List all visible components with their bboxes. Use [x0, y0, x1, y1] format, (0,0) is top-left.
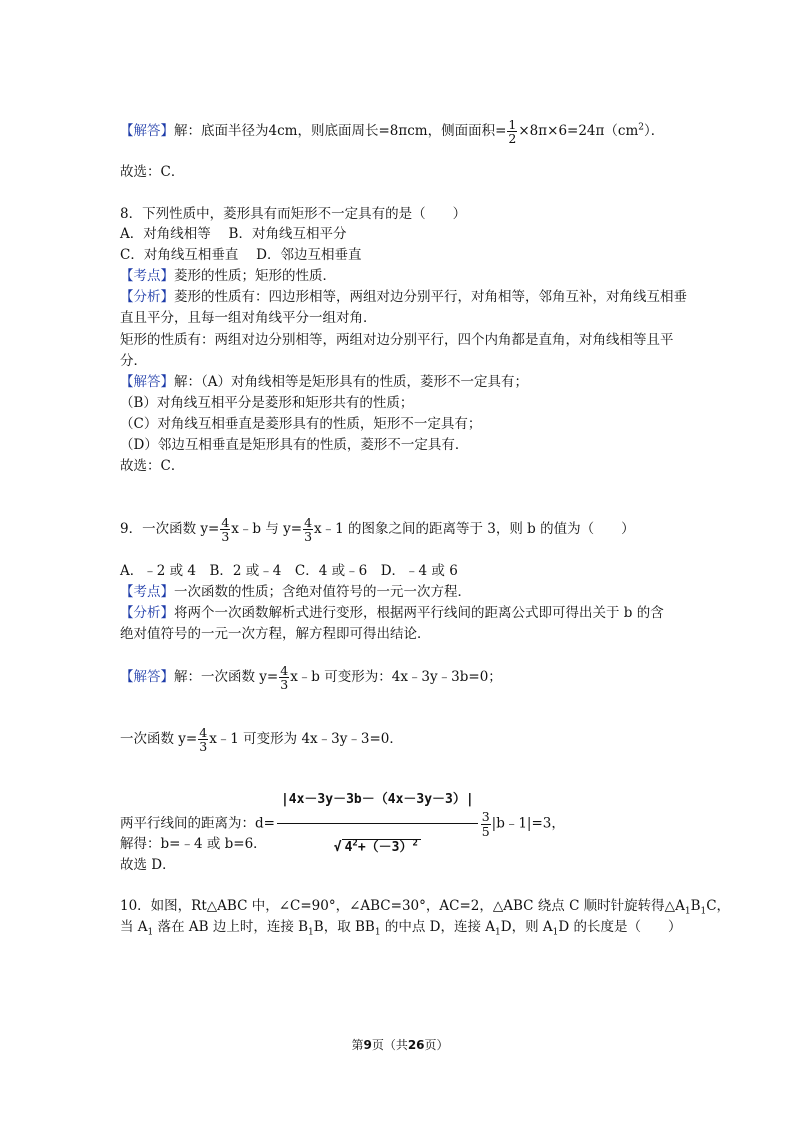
- fraction-one-half: $\frac{1}{2}$: [508, 117, 517, 147]
- q7-answer-text-2: ×8π×6=24π（cm: [518, 123, 639, 140]
- q8-fenxi-3: 矩形的性质有：两组对边分别相等，两组对边分别平行，四个内角都是直角，对角线相等且平: [120, 332, 674, 348]
- q9-distance: 两平行线间的距离为：d= $\frac{|4x-3y-3b-(4x-3y-3)|}{√ 4^2+(-3)^2}$ $\frac{3}{5}$ |b﹣1|=3，: [120, 778, 565, 870]
- fraction-four-thirds: $\frac{4}{3}$: [304, 514, 313, 544]
- q10-line-1: 10．如图，Rt△ABC 中，∠C=90°，∠ABC=30°，AC=2，△ABC 绕点 C 顺时针旋转得$\triangle A_1B_1C$，: [120, 898, 731, 917]
- distance-formula-fraction: $\frac{|4x-3y-3b-(4x-3y-3)|}{√ 4^2+(-3)^2}$: [277, 778, 478, 870]
- fenxi-tag: 【分析】: [120, 289, 174, 305]
- q9-fenxi-2: 绝对值符号的一元一次方程，解方程即可得出结论．: [120, 626, 431, 642]
- page-footer: 第9页（共26页）: [351, 1038, 449, 1052]
- q9-solve: 解得：b=﹣4 或 b=6．: [120, 836, 267, 852]
- q8-jieda-4: （D）邻边互相垂直是矩形具有的性质，菱形不一定具有．: [120, 437, 469, 453]
- kaodian-tag: 【考点】: [120, 268, 174, 284]
- fraction-four-thirds: $\frac{4}{3}$: [280, 662, 289, 692]
- q8-options-ab: A．对角线相等 B．对角线互相平分: [120, 226, 347, 242]
- superscript: 2: [638, 122, 644, 133]
- q8-fenxi-1: 【分析】菱形的性质有：四边形相等，两组对边分别平行，对角相等，邻角互补，对角线互相垂: [120, 289, 687, 305]
- q7-answer-text-3: ）．: [644, 123, 665, 140]
- q8-fenxi-4: 分．: [120, 353, 147, 369]
- q9-kaodian: 【考点】一次函数的性质；含绝对值符号的一元一次方程．: [120, 584, 471, 600]
- q9-jieda-1: 【解答】解：一次函数 y= $\frac{4}{3}$ x﹣b 可变形为：4x﹣3y﹣3b=0；: [120, 662, 502, 692]
- q9-options: A．﹣2 或 4 B．2 或﹣4 C．4 或﹣6 D．﹣4 或 6: [120, 563, 458, 579]
- q8-options-cd: C．对角线互相垂直 D．邻边互相垂直: [120, 247, 362, 263]
- q9-stem: 9．一次函数 y= $\frac{4}{3}$ x﹣b 与 y= $\frac{4}{3}$ x﹣1 的图象之间的距离等于 3，则 b 的值为（ ）: [120, 514, 635, 544]
- q8-choose: 故选：C．: [120, 458, 185, 474]
- fraction-four-thirds: $\frac{4}{3}$: [199, 724, 208, 754]
- q10-line-2: 当 $A_1$ 落在 AB 边上时，连接 $B_1B$，取 $BB_1$ 的中点 D，连接 $A_1D$，则 $A_1D$ 的长度是（ ）: [120, 919, 682, 938]
- fraction-four-thirds: $\frac{4}{3}$: [221, 514, 230, 544]
- fraction-three-fifths: $\frac{3}{5}$: [481, 809, 490, 839]
- q9-fenxi-1: 【分析】将两个一次函数解析式进行变形，根据两平行线间的距离公式即可得出关于 b 的含: [120, 605, 664, 621]
- kaodian-tag: 【考点】: [120, 584, 174, 600]
- page-total: 26: [407, 1038, 425, 1052]
- q9-choose: 故选 D．: [120, 857, 176, 873]
- q9-jieda-2: 一次函数 y= $\frac{4}{3}$ x﹣1 可变形为 4x﹣3y﹣3=0．: [120, 724, 403, 754]
- q7-choose: 故选：C．: [120, 164, 185, 180]
- q8-stem: 8．下列性质中，菱形具有而矩形不一定具有的是（ ）: [120, 206, 467, 222]
- q8-jieda-1: 【解答】解：（A）对角线相等是矩形具有的性质，菱形不一定具有；: [120, 374, 528, 390]
- page-number: 9: [363, 1038, 372, 1052]
- jieda-tag: 【解答】: [120, 374, 174, 390]
- answer-tag: 【解答】: [120, 123, 174, 140]
- q8-kaodian: 【考点】菱形的性质；矩形的性质．: [120, 268, 336, 284]
- fenxi-tag: 【分析】: [120, 605, 174, 621]
- q7-answer-text: 解：底面半径为4cm，则底面周长=8πcm，侧面面积=: [174, 123, 507, 140]
- jieda-tag: 【解答】: [120, 669, 174, 685]
- q7-answer-line: [120, 118, 664, 145]
- q8-fenxi-2: 直且平分，且每一组对角线平分一组对角．: [120, 310, 377, 326]
- q8-jieda-2: （B）对角线互相平分是菱形和矩形共有的性质；: [120, 395, 414, 411]
- q8-jieda-3: （C）对角线互相垂直是菱形具有的性质，矩形不一定具有；: [120, 416, 482, 432]
